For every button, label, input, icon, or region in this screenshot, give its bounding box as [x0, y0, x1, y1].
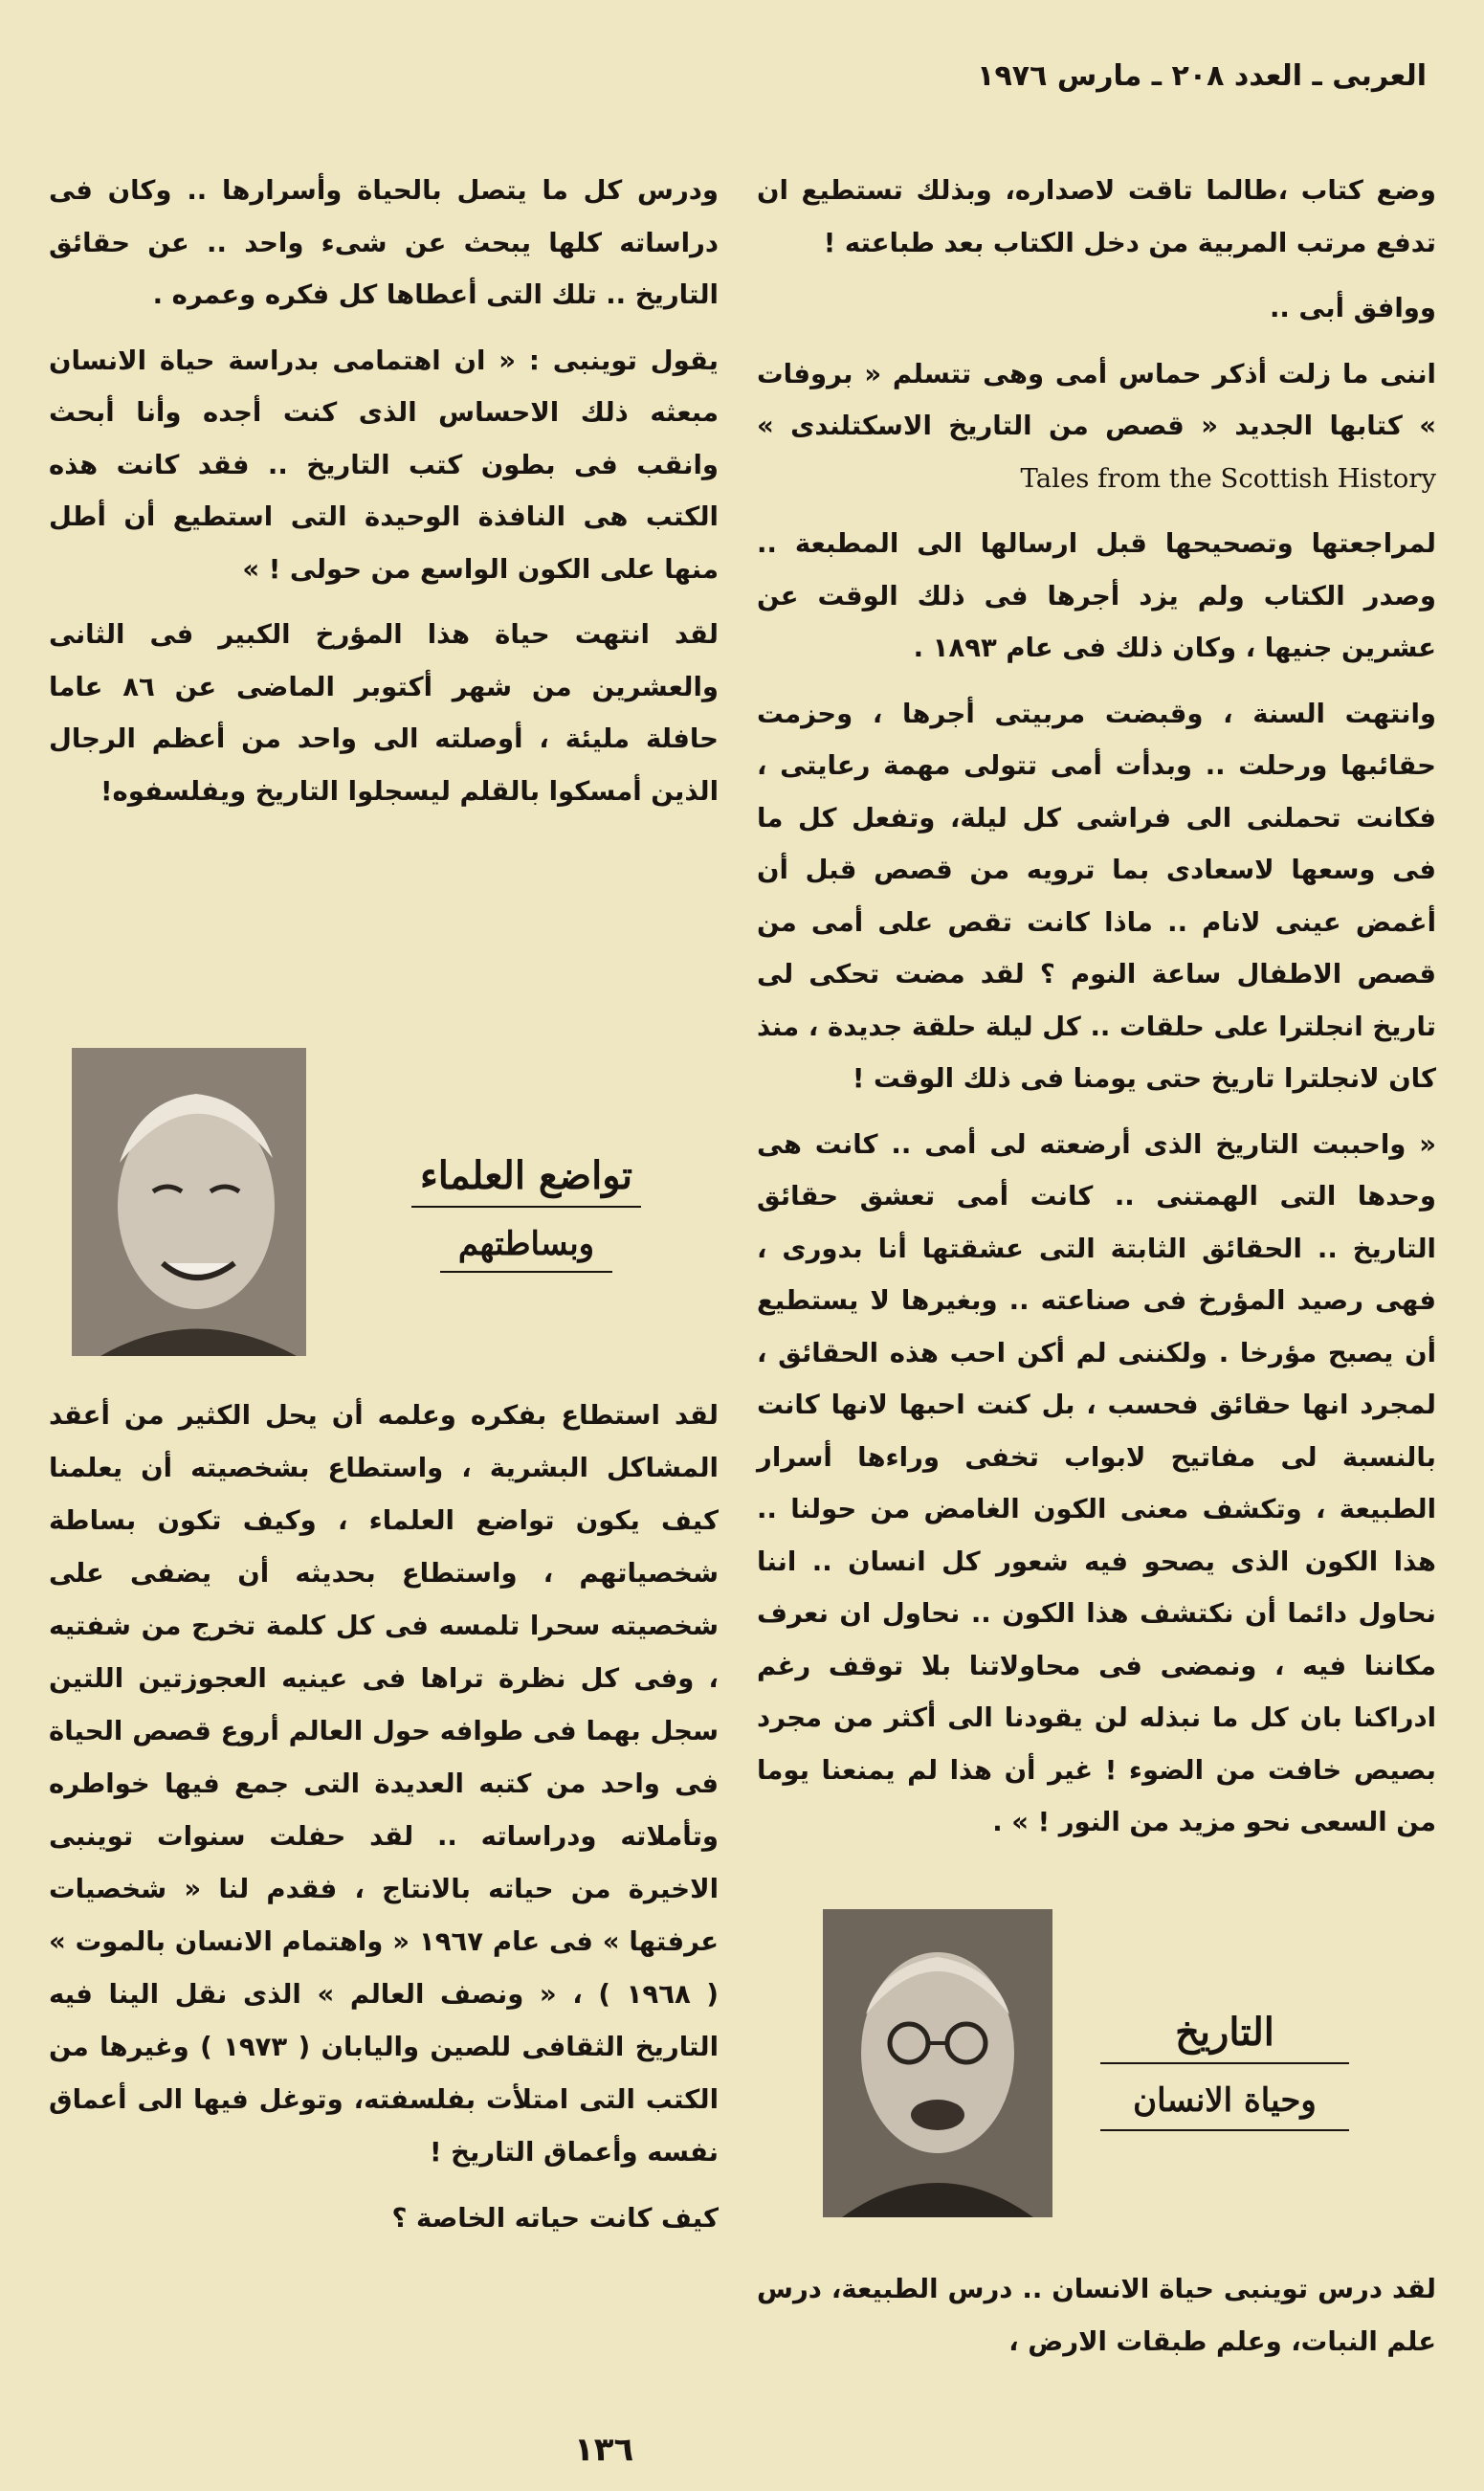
page-number: ١٣٦ [574, 2431, 634, 2469]
right-column [757, 165, 1436, 1862]
sidebar-subheading: وحياة الانسان [1100, 2081, 1349, 2131]
toynbee-portrait-photo [823, 1909, 1052, 2217]
sidebar-heading: التاريخ [1100, 2010, 1349, 2064]
sidebar-heading: تواضع العلماء [411, 1153, 641, 1208]
paragraph: لقد درس توينبى حياة الانسان .. درس الطبيعة، درس علم النبات، وعلم طبقات الارض ، [757, 2274, 1436, 2357]
running-head: العربى ـ العدد ٢٠٨ ـ مارس ١٩٧٦ [977, 59, 1427, 93]
paragraph: كيف كانت حياته الخاصة ؟ [391, 2203, 719, 2234]
portrait-illustration [72, 1048, 306, 1356]
paragraph: ووافق أبى .. [1269, 293, 1436, 323]
paragraph: لمراجعتها وتصحيحها قبل ارسالها الى المطبعة .. وصدر الكتاب ولم يزد أجرها فى ذلك الوقت عن عشرين جنيها ، وكان ذلك فى عام ١٨٩٣ . [757, 528, 1436, 663]
paragraph: لقد انتهت حياة هذا المؤرخ الكبير فى الثانى والعشرين من شهر أكتوبر الماضى عن ٨٦ عاما حافلة مليئة ، أوصلته الى واحد من أعظم الرجال الذين أمسكوا بالقلم ليسجلوا التاريخ ويفلسفوه! [49, 619, 719, 807]
paragraph: وضع كتاب ،طالما تاقت لاصداره، وبذلك تستطيع ان تدفع مرتب المربية من دخل الكتاب بعد طباعته ! [757, 175, 1436, 258]
paragraph: يقول توينبى : « ان اهتمامى بدراسة حياة الانسان مبعثه ذلك الاحساس الذى كنت أجده وأنا أبحث وانقب فى بطون كتب التاريخ .. فقد كانت هذه الكتب هى النافذة الوحيدة التى استطيع أن أطل منها على الكون الواسع من حولى ! » [49, 345, 719, 585]
toynbee-smiling-photo [72, 1048, 306, 1356]
sidebar-title-humility [411, 1153, 641, 1273]
latin-book-title: Tales from the Scottish History [1020, 462, 1436, 494]
left-column [49, 165, 719, 831]
sidebar-subheading: وبساطتهم [440, 1225, 612, 1273]
paragraph: لقد استطاع بفكره وعلمه أن يحل الكثير من أعقد المشاكل البشرية ، واستطاع بشخصيته أن يعلمنا كيف يكون تواضع العلماء ، وكيف تكون بساطة شخصياتهم ، واستطاع بحديثه أن يضفى على شخصيته سحرا تلمسه فى كل كلمة تخرج من شفتيه ، وفى كل نظرة تراها فى عينيه العجوزتين اللتين سجل بهما فى طوافه حول العالم أروع قصص الحياة فى واحد من كتبه العديدة التى جمع فيها خواطره وتأملاته ودراساته .. لقد حفلت سنوات توينبى الاخيرة من حياته بالانتاج ، فقدم لنا « شخصيات عرفتها » فى عام ١٩٦٧ « واهتمام الانسان بالموت » ( ١٩٦٨ ) ، « ونصف العالم » الذى نقل الينا فيه التاريخ الثقافى للصين واليابان ( ١٩٧٣ ) وغيرها من الكتب التى امتلأت بفلسفته، وتوغل فيها الى أعماق نفسه وأعماق التاريخ ! [49, 1400, 719, 2168]
left-column-bottom [49, 1390, 719, 2258]
sidebar-title-history [1100, 2010, 1349, 2131]
paragraph: اننى ما زلت أذكر حماس أمى وهى تتسلم « بروفات » كتابها الجديد « قصص من التاريخ الاسكتلندى » Tales from the Scottish History [757, 358, 1436, 494]
right-column-bottom [757, 2263, 1436, 2382]
paragraph: وانتهت السنة ، وقبضت مربيتى أجرها ، وحزمت حقائبها ورحلت .. وبدأت أمى تتولى مهمة رعايتى ، فكانت تحملنى الى فراشى كل ليلة، وتفعل كل ما فى وسعها لاسعادى بما ترويه من قصص قبل أن أغمض عينى لانام .. ماذا كانت تقص على أمى من قصص الاطفال ساعة النوم ؟ لقد مضت تحكى لى تاريخ انجلترا على حلقات .. كل ليلة حلقة جديدة ، منذ كان لانجلترا تاريخ حتى يومنا فى ذلك الوقت ! [757, 698, 1436, 1094]
paragraph: « واحببت التاريخ الذى أرضعته لى أمى .. كانت هى وحدها التى الهمتنى .. كانت أمى تعشق حقائق التاريخ .. الحقائق الثابتة التى عشقتها أنا بدورى ، فهى رصيد المؤرخ فى صناعته .. وبغيرها لا يستطيع أن يصبح مؤرخا . ولكننى لم أكن احب هذه الحقائق ، لمجرد انها حقائق فحسب ، بل كنت احبها لانها كانت بالنسبة لى مفاتيح لابواب تخفى وراءها أسرار الطبيعة ، وتكشف معنى الكون الغامض من حولنا .. هذا الكون الذى يصحو فيه شعور كل انسان .. اننا نحاول دائما أن نكتشف هذا الكون .. نحاول ان نعرف مكاننا فيه ، ونمضى فى محاولاتنا بلا توقف رغم ادراكنا بان كل ما نبذله لن يقودنا الى أكثر من مجرد بصيص خافت من الضوء ! غير أن هذا لم يمنعنا يوما من السعى نحو مزيد من النور ! » . [757, 1128, 1436, 1837]
paragraph: ودرس كل ما يتصل بالحياة وأسرارها .. وكان فى دراساته كلها يبحث عن شىء واحد .. عن حقائق التاريخ .. تلك التى أعطاها كل فكره وعمره . [49, 175, 719, 310]
portrait-illustration [823, 1909, 1052, 2217]
